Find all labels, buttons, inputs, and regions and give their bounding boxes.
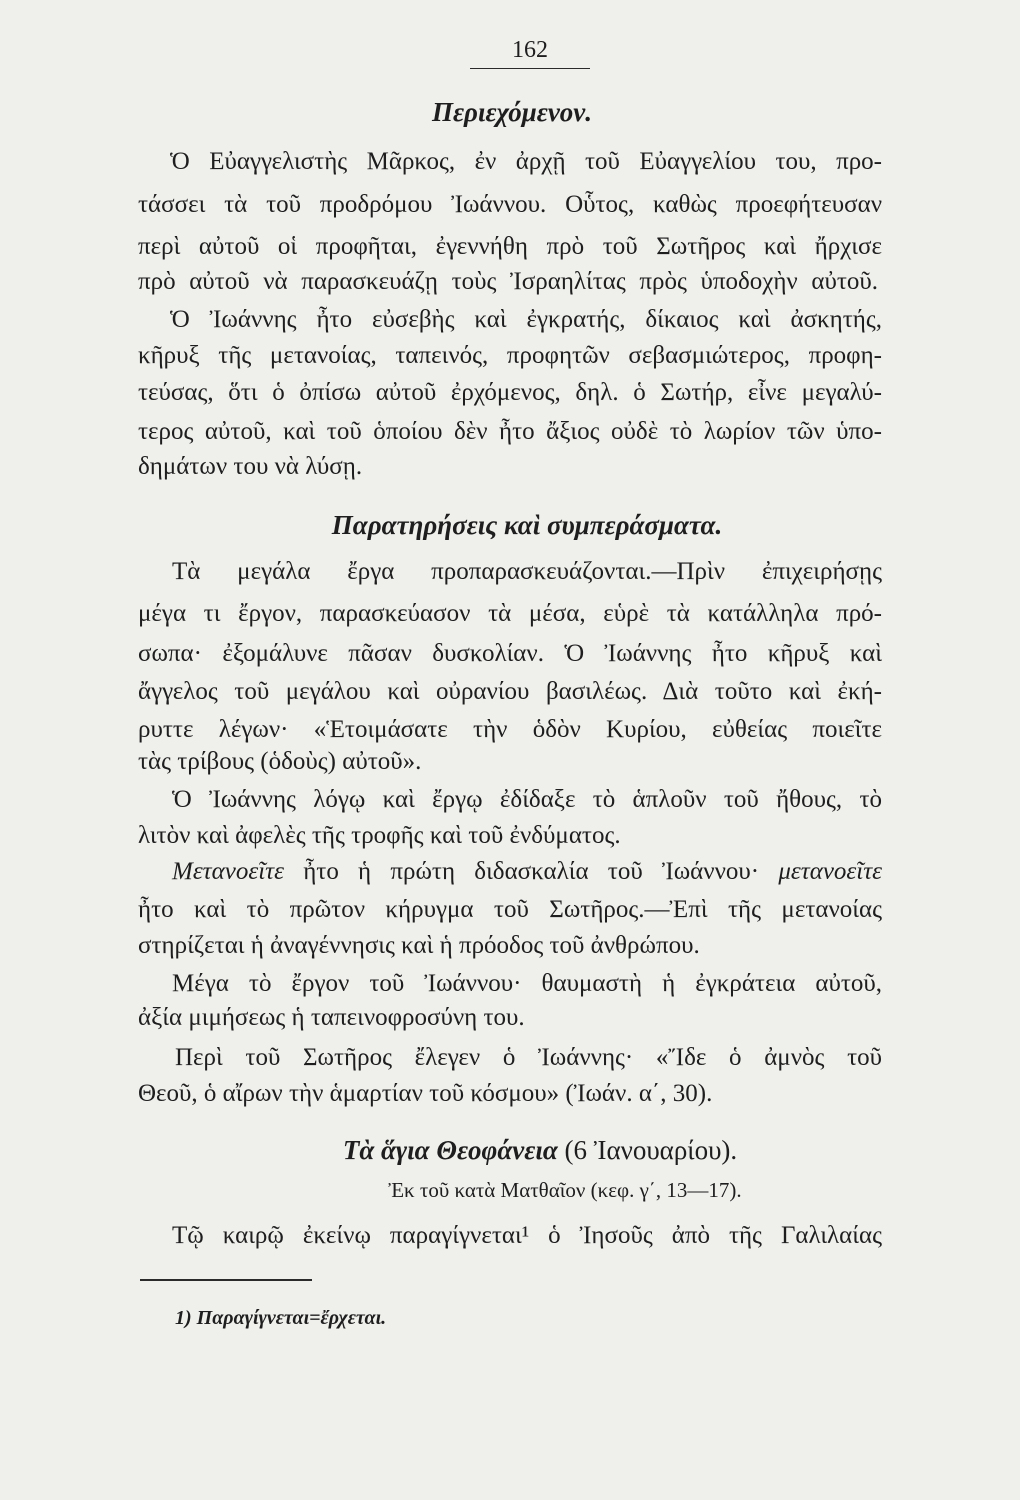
repent-italic-start: Μετανοεῖτε: [172, 858, 284, 885]
remarks-line: ἄγγελος τοῦ μεγάλου καὶ οὐρανίου βασιλέως. Διὰ τοῦτο καὶ ἐκή-: [138, 678, 882, 705]
summary-line: τάσσει τὰ τοῦ προδρόμου Ἰωάννου. Οὗτος, καθὼς προεφήτευσαν: [138, 191, 882, 218]
remarks-line: σωπα· ἐξομάλυνε πᾶσαν δυσκολίαν. Ὁ Ἰωάννης ἦτο κῆρυξ καὶ: [138, 640, 882, 667]
remarks-title: Παρατηρήσεις καὶ συμπεράσματα.: [331, 510, 723, 540]
epiphany-first-line: Τῷ καιρῷ ἐκείνῳ παραγίγνεται¹ ὁ Ἰησοῦς ἀπὸ τῆς Γαλιλαίας: [172, 1222, 882, 1249]
remarks-line: Τὰ μεγάλα ἔργα προπαρασκευάζονται.—Πρὶν ἐπιχειρήσῃς: [172, 558, 882, 585]
repent-italic-end: μετανοεῖτε: [778, 858, 883, 885]
footnote: 1) Παραγίγνεται=ἔρχεται.: [175, 1307, 387, 1329]
summary-line: πρὸ αὐτοῦ νὰ παρασκευάζῃ τοὺς Ἰσραηλίτας πρὸς ὑποδοχὴν αὐτοῦ.: [138, 268, 878, 295]
summary-line: κῆρυξ τῆς μετανοίας, ταπεινός, προφητῶν σεβασμιώτερος, προφη-: [138, 342, 882, 369]
summary-line: Ὁ Εὐαγγελιστὴς Μᾶρκος, ἐν ἀρχῇ τοῦ Εὐαγγελίου του, προ-: [170, 148, 882, 175]
remarks-line: λιτὸν καὶ ἀφελὲς τῆς τροφῆς καὶ τοῦ ἐνδύματος.: [138, 822, 621, 849]
repent-middle: ἦτο ἡ πρώτη διδασκαλία τοῦ Ἰωάννου·: [303, 858, 760, 885]
summary-line: Ὁ Ἰωάννης ἦτο εὐσεβὴς καὶ ἐγκρατής, δίκαιος καὶ ἀσκητής,: [170, 306, 882, 333]
remarks-line: ἦτο καὶ τὸ πρῶτον κήρυγμα τοῦ Σωτῆρος.—Ἐπὶ τῆς μετανοίας: [138, 896, 882, 923]
remarks-line: Μέγα τὸ ἔργον τοῦ Ἰωάννου· θαυμαστὴ ἡ ἐγκράτεια αὐτοῦ,: [172, 970, 882, 997]
epiphany-title-date: (6 Ἰανουαρίου).: [564, 1135, 738, 1165]
footnote-rule: [140, 1279, 312, 1281]
epiphany-title: [343, 1134, 737, 1166]
summary-line: τερος αὐτοῦ, καὶ τοῦ ὁποίου δὲν ἦτο ἄξιος οὐδὲ τὸ λωρίον τῶν ὑπο-: [138, 418, 882, 445]
remarks-line: τὰς τρίβους (ὁδοὺς) αὐτοῦ».: [138, 748, 422, 775]
remarks-line: Θεοῦ, ὁ αἴρων τὴν ἁμαρτίαν τοῦ κόσμου» (Ἰωάν. α΄, 30).: [138, 1080, 713, 1107]
epiphany-source: Ἐκ τοῦ κατὰ Ματθαῖον (κεφ. γ΄, 13—17).: [388, 1178, 742, 1202]
epiphany-title-italic: Τὰ ἅγια Θεοφάνεια: [342, 1135, 558, 1165]
summary-title: Περιεχόμενον.: [431, 97, 593, 127]
page-number: 162: [512, 37, 548, 63]
summary-line: περὶ αὐτοῦ οἱ προφῆται, ἐγεννήθη πρὸ τοῦ Σωτῆρος καὶ ἤρχισε: [138, 233, 882, 260]
remarks-line: Περὶ τοῦ Σωτῆρος ἔλεγεν ὁ Ἰωάννης· «Ἴδε ὁ ἀμνὸς τοῦ: [175, 1044, 882, 1071]
repent-line: [172, 857, 882, 887]
summary-line: τεύσας, ὅτι ὁ ὀπίσω αὐτοῦ ἐρχόμενος, δηλ. ὁ Σωτήρ, εἶνε μεγαλύ-: [138, 379, 882, 406]
summary-line: δημάτων του νὰ λύσῃ.: [138, 453, 363, 480]
remarks-line: μέγα τι ἔργον, παρασκεύασον τὰ μέσα, εὑρὲ τὰ κατάλληλα πρό-: [138, 600, 882, 627]
remarks-line: ἀξία μιμήσεως ἡ ταπεινοφροσύνη του.: [138, 1004, 525, 1031]
remarks-line: Ὁ Ἰωάννης λόγῳ καὶ ἔργῳ ἐδίδαξε τὸ ἁπλοῦν τοῦ ἤθους, τὸ: [172, 786, 882, 813]
page-number-rule: [470, 68, 590, 69]
remarks-line: στηρίζεται ἡ ἀναγέννησις καὶ ἡ πρόοδος τοῦ ἀνθρώπου.: [138, 932, 700, 959]
remarks-line: ρυττε λέγων· «Ἑτοιμάσατε τὴν ὁδὸν Κυρίου, εὐθείας ποιεῖτε: [138, 716, 882, 743]
